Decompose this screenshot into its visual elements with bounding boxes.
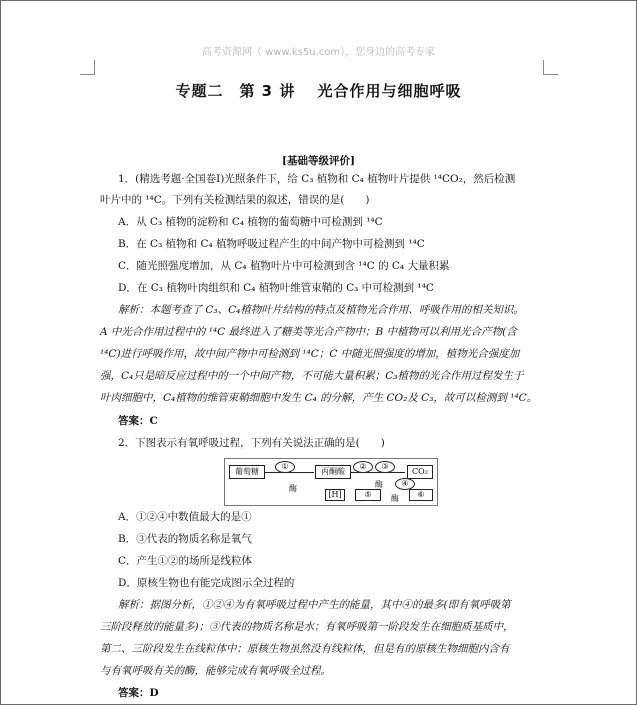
- explanation-2-line: 第二、三阶段发生在线粒体中；原核生物虽然没有线粒体，但是有的原核生物细胞内含有: [100, 643, 510, 655]
- option-2c: C．产生①②的场所是线粒体: [118, 555, 253, 567]
- page-title: 专题二 第 3 讲 光合作用与细胞呼吸: [175, 82, 462, 100]
- explanation-1-line: 强，C₄只是暗反应过程中的一个中间产物，不可能大量积累；C₃植物的光合作用过程发生于: [100, 370, 524, 382]
- header-watermark: 高考资源网（ www.ks5u.com），您身边的高考专家: [201, 47, 436, 58]
- question-1-line: 1．(精选考题·全国卷Ⅰ)光照条件下，给 C₃ 植物和 C₄ 植物叶片提供 ¹⁴CO₂，然后检测: [118, 173, 516, 185]
- glucose-box: 葡萄糖: [229, 465, 265, 479]
- explanation-2-line: 与有氧呼吸有关的酶，能够完成有氧呼吸全过程。: [100, 665, 331, 677]
- label-6-box: ⑥: [409, 489, 433, 501]
- label-4: ④: [395, 478, 415, 490]
- label-1: ①: [275, 461, 295, 473]
- explanation-1-line: A 中光合作用过程中的 ¹⁴C 最终进入了糖类等光合产物中；B 中植物可以利用光合产物(含: [100, 326, 517, 338]
- question-2: 2．下图表示有氧呼吸过程，下列有关说法正确的是( ): [118, 437, 385, 449]
- option-b: B．在 C₃ 植物和 C₄ 植物呼吸过程产生的中间产物中可检测到 ¹⁴C: [118, 238, 425, 250]
- label-2: ②: [353, 461, 373, 473]
- explanation-2-line: 解析：据图分析，①②④为有氧呼吸过程中产生的能量，其中④的最多(即有氧呼吸第: [118, 599, 511, 611]
- respiration-diagram: [224, 458, 438, 506]
- co2-box: CO₂: [407, 465, 433, 479]
- label-5-box: ⑤: [355, 489, 381, 501]
- explanation-1-line: ¹⁴C)进行呼吸作用，故中间产物中可检测到 ¹⁴C；C 中随光照强度的增加，植物光合强度加: [100, 348, 520, 360]
- explanation-2-line: 三阶段释放的能量多)；③代表的物质名称是水；有氧呼吸第一阶段发生在细胞质基质中，: [100, 621, 514, 633]
- option-2b: B．③代表的物质名称是氧气: [118, 533, 252, 545]
- section-heading: [基础等级评价]: [282, 155, 355, 167]
- h-box: [H]: [325, 489, 345, 501]
- option-2a: A．①②④中数值最大的是①: [118, 511, 252, 523]
- enzyme-label: 酶: [375, 480, 383, 489]
- enzyme-label: 酶: [289, 484, 297, 493]
- option-a: A．从 C₃ 植物的淀粉和 C₄ 植物的葡萄糖中可检测到 ¹⁴C: [118, 216, 383, 228]
- option-d: D．在 C₃ 植物叶肉组织和 C₄ 植物叶维管束鞘的 C₃ 中可检测到 ¹⁴C: [118, 282, 434, 294]
- explanation-1-line: 叶肉细胞中，C₄植物的维管束鞘细胞中发生 C₄ 的分解，产生 CO₂及 C₃，故可以检测到 ¹⁴C。: [100, 392, 538, 404]
- page-corner-mark: [80, 60, 95, 75]
- option-2d: D．原核生物也有能完成图示全过程的: [118, 577, 295, 589]
- page-corner-mark: [543, 60, 558, 75]
- explanation-1-line: 解析：本题考查了 C₃、C₄植物叶片结构的特点及植物光合作用、呼吸作用的相关知识。: [118, 304, 524, 316]
- enzyme-label: 酶: [391, 494, 399, 503]
- pyruvate-box: 丙酮酸: [315, 465, 351, 479]
- answer-1: 答案：C: [118, 415, 158, 427]
- question-1-line: 叶片中的 ¹⁴C。下列有关检测结果的叙述，错误的是( ): [100, 194, 370, 206]
- answer-2: 答案：D: [118, 687, 159, 699]
- label-3: ③: [375, 461, 395, 473]
- option-c: C．随光照强度增加，从 C₄ 植物叶片中可检测到含 ¹⁴C 的 C₄ 大量积累: [118, 260, 450, 272]
